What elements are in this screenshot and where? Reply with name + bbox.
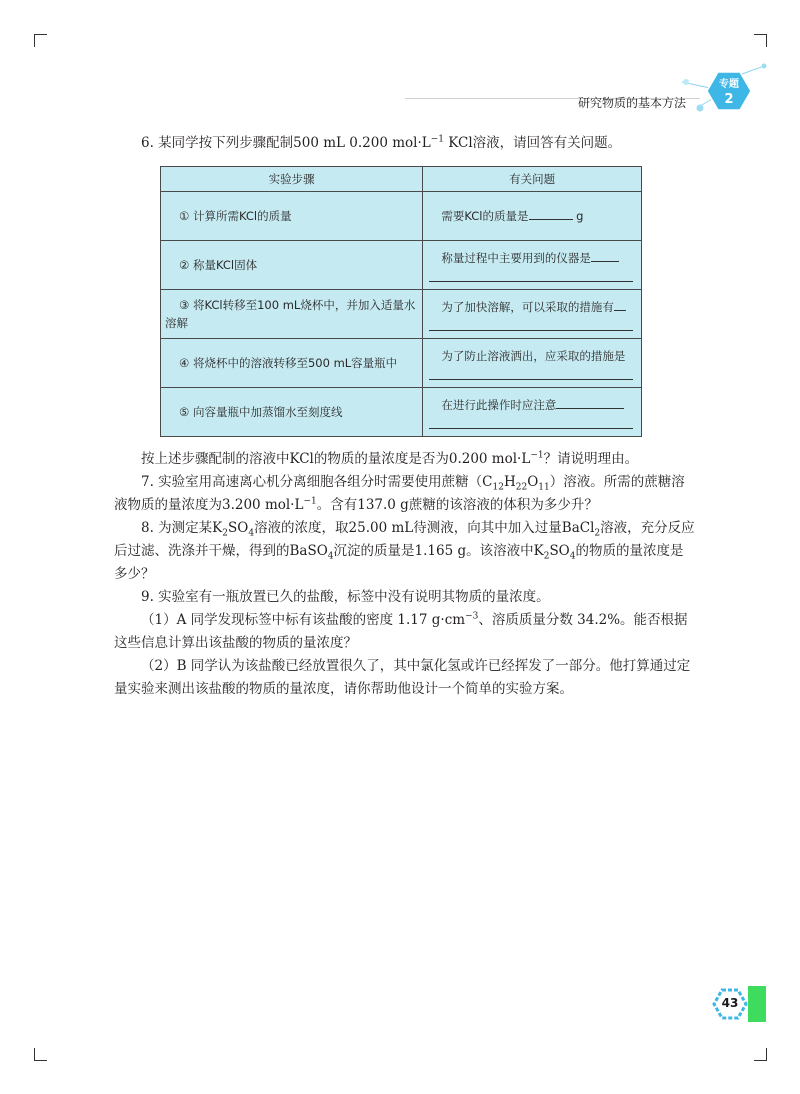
question-6-followup: 按上述步骤配制的溶液中KCl的物质的量浓度是否为0.200 $mol\cdot L^{-1}$？请说明理由。 [141, 450, 639, 467]
question-9-part-2: （2）B 同学认为该盐酸已经放置很久了，其中氯化氢或许已经挥发了一部分。他打算通过定量实验来测出该盐酸的物质的量浓度，请你帮助他设计一个简单的实验方案。 [114, 658, 691, 697]
step-text: ② 称量KCl固体 [179, 258, 258, 272]
chapter-label: 专题 [719, 79, 739, 90]
question-9 [114, 586, 696, 701]
answer-blank[interactable] [529, 207, 573, 220]
crop-mark-bottom-right [754, 1048, 767, 1061]
answer-blank[interactable] [614, 298, 626, 311]
answer-line[interactable] [429, 316, 633, 331]
chapter-hexagon-icon [680, 62, 770, 122]
question-text: 为了防止溶液洒出，应采取的措施是 [423, 347, 641, 380]
question-9-part-1: （1）A 同学发现标签中标有该盐酸的密度 1.17 $g\cdot cm^{-3}$、溶质质量分数 34.2%。能否根据这些信息计算出该盐酸的物质的量浓度？ [114, 611, 688, 651]
question-text: 在进行此操作时应注意 [423, 396, 641, 429]
table-row [161, 290, 642, 339]
answer-line[interactable] [429, 267, 633, 282]
chapter-number: 2 [724, 92, 734, 107]
table-row [161, 241, 642, 290]
question-text: 需要KCl的质量是 g [441, 209, 584, 223]
step-text: ④ 将烧杯中的溶液转移至500 mL容量瓶中 [179, 356, 398, 370]
table-header-steps: 实验步骤 [161, 167, 423, 192]
running-title: 研究物质的基本方法 [578, 96, 687, 110]
table-row [161, 339, 642, 388]
crop-mark-top-right [754, 34, 767, 47]
step-text: ① 计算所需KCl的质量 [179, 209, 292, 223]
table-row [161, 192, 642, 241]
page-number: 43 [721, 996, 739, 1010]
answer-blank[interactable] [591, 249, 619, 262]
experiment-steps-table [160, 166, 642, 437]
question-6-intro: 6. 某同学按下列步骤配制500 mL 0.200 $mol\cdot L^{-1}$ KCl溶液，请回答有关问题。 [141, 134, 622, 151]
question-8: 8. 为测定某$K_2SO_4$溶液的浓度，取25.00 mL待测液，向其中加入过量BaCl$_2$溶液，充分反应后过滤、洗涤并干燥，得到的BaSO$_4$沉淀的质量是1.165 g。该溶液中$K_2SO_4$的物质的量浓度是多少？ [114, 520, 695, 582]
crop-mark-top-left [34, 34, 47, 47]
crop-mark-bottom-left [34, 1048, 47, 1061]
table-row [161, 388, 642, 437]
table-header-questions: 有关问题 [423, 167, 642, 192]
step-text: ⑤ 向容量瓶中加蒸馏水至刻度线 [179, 405, 343, 419]
answer-line[interactable] [429, 365, 633, 380]
answer-blank[interactable] [556, 396, 624, 409]
answer-line[interactable] [429, 414, 633, 429]
question-7: 7. 实验室用高速离心机分离细胞各组分时需要使用蔗糖$(C_{12}H_{22}O_{11})$溶液。所需的蔗糖溶液物质的量浓度为3.200 $mol\cdot L^{-1}$。含有137.0 g蔗糖的该溶液的体积为多少升？ [114, 474, 685, 513]
table-header-row [161, 167, 642, 192]
question-9-intro: 9. 实验室有一瓶放置已久的盐酸，标签中没有说明其物质的量浓度。 [141, 589, 550, 605]
question-text: 称量过程中主要用到的仪器是 [423, 249, 641, 282]
step-text: ③ 将KCl转移至100 mL烧杯中，并加入适量水溶解 [165, 298, 416, 330]
question-text: 为了加快溶解，可以采取的措施有 [423, 298, 641, 331]
